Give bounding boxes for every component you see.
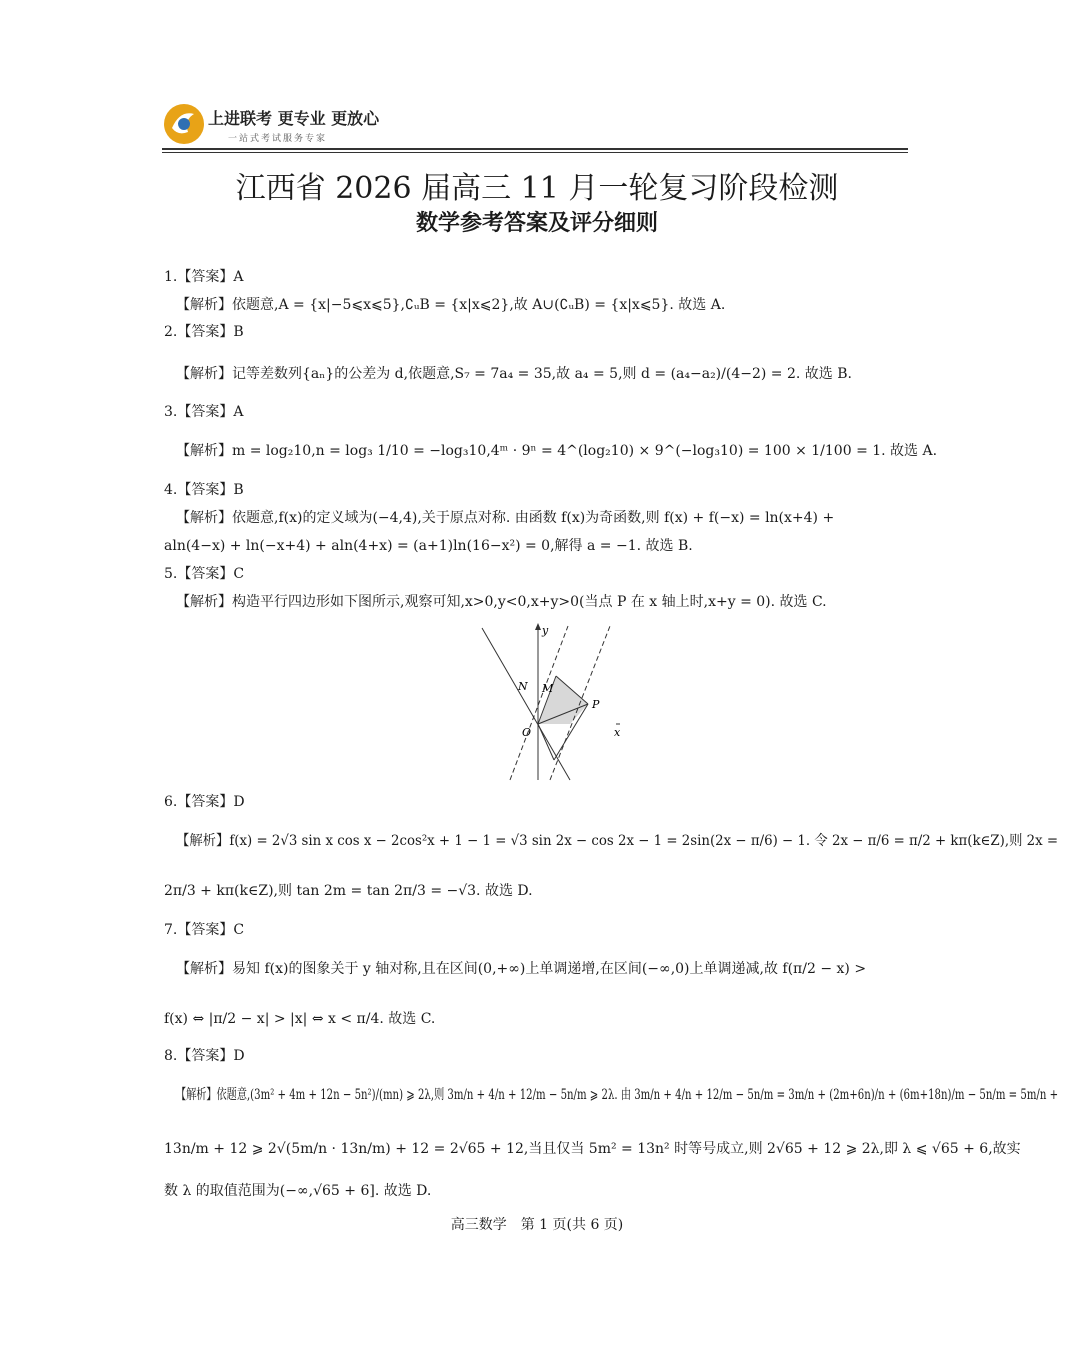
solution-8-line-1: 【解析】依题意,(3m² + 4m + 12n − 5n²)/(mn) ⩾ 2λ,则 3m/n + 4/n + 12/m − 5n/m ⩾ 2λ. 由 3m/n + 4/n + 12/m − 5n/m = 3m/n + (2m+6n)/n + (6m+18n)/m − 5n/m = 5m/n + — [176, 1087, 1059, 1103]
answer-3: 3.【答案】A — [164, 404, 244, 420]
solution-4-line-2: aln(4−x) + ln(−x+4) + aln(4+x) = (a+1)ln(16−x²) = 0,解得 a = −1. 故选 B. — [164, 538, 693, 554]
brand-logo — [162, 100, 402, 150]
label-x: x — [614, 726, 621, 739]
label-o: O — [522, 726, 532, 739]
brand-slogan: 上进联考 更专业 更放心 — [208, 109, 380, 128]
solution-2-line-1: 【解析】记等差数列{aₙ}的公差为 d,依题意,S₇ = 7a₄ = 35,故 a₄ = 5,则 d = (a₄−a₂)/(4−2) = 2. 故选 B. — [176, 366, 852, 382]
segment-o-down — [538, 724, 554, 760]
page-subtitle: 数学参考答案及评分细则 — [415, 211, 658, 236]
logo-mark-icon — [162, 102, 206, 146]
parallelogram-figure — [470, 620, 630, 785]
solution-7-line-2: f(x) ⇔ |π/2 − x| > |x| ⇔ x < π/4. 故选 C. — [164, 1011, 436, 1027]
solution-3-line-1: 【解析】m = log₂10,n = log₃ 1/10 = −log₃10,4ᵐ · 9ⁿ = 4^(log₂10) × 9^(−log₃10) = 100 × 1/100 = 1. 故选 A. — [176, 443, 938, 459]
answer-8: 8.【答案】D — [164, 1048, 245, 1064]
solution-6-line-2: 2π/3 + kπ(k∈Z),则 tan 2m = tan 2π/3 = −√3. 故选 D. — [164, 883, 533, 899]
answer-5: 5.【答案】C — [164, 566, 245, 582]
solution-8-line-3: 数 λ 的取值范围为(−∞,√65 + 6]. 故选 D. — [164, 1183, 432, 1199]
brand-tagline: 一站式考试服务专家 — [228, 134, 328, 144]
answer-6: 6.【答案】D — [164, 794, 245, 810]
label-p: P — [592, 698, 600, 711]
answer-4: 4.【答案】B — [164, 482, 244, 498]
answer-2: 2.【答案】B — [164, 324, 244, 340]
header-rule — [162, 148, 908, 150]
label-n: N — [518, 680, 528, 693]
label-y: y — [542, 624, 549, 637]
solution-8-line-2: 13n/m + 12 ⩾ 2√(5m/n · 13n/m) + 12 = 2√65 + 12,当且仅当 5m² = 13n² 时等号成立,则 2√65 + 12 ⩾ 2λ,即 λ ⩽ √65 + 6,故实 — [164, 1141, 1021, 1157]
answer-7: 7.【答案】C — [164, 922, 245, 938]
solution-6-line-1: 【解析】f(x) = 2√3 sin x cos x − 2cos²x + 1 − 1 = √3 sin 2x − cos 2x − 1 = 2sin(2x − π/6) − 1. 令 2x − π/6 = π/2 + kπ(k∈Z),则 2x = — [176, 833, 1059, 849]
solution-4-line-1: 【解析】依题意,f(x)的定义域为(−4,4),关于原点对称. 由函数 f(x)为奇函数,则 f(x) + f(−x) = ln(x+4) + — [176, 510, 835, 526]
solution-5-line-1: 【解析】构造平行四边形如下图所示,观察可知,x>0,y<0,x+y>0(当点 P 在 x 轴上时,x+y = 0). 故选 C. — [176, 594, 827, 610]
page-footer: 高三数学 第 1 页(共 6 页) — [450, 1217, 624, 1233]
y-axis-arrow-icon — [535, 623, 541, 630]
header-rule-thin — [162, 152, 908, 153]
page-title: 江西省 2026 届高三 11 月一轮复习阶段检测 — [235, 171, 839, 206]
solution-7-line-1: 【解析】易知 f(x)的图象关于 y 轴对称,且在区间(0,+∞)上单调递增,在区间(−∞,0)上单调递减,故 f(π/2 − x) > — [176, 961, 867, 977]
label-m: M — [542, 682, 554, 695]
answer-1: 1.【答案】A — [164, 269, 244, 285]
solution-1-line-1: 【解析】依题意,A = {x|−5⩽x⩽5},∁ᵤB = {x|x⩽2},故 A∪(∁ᵤB) = {x|x⩽5}. 故选 A. — [176, 297, 726, 313]
